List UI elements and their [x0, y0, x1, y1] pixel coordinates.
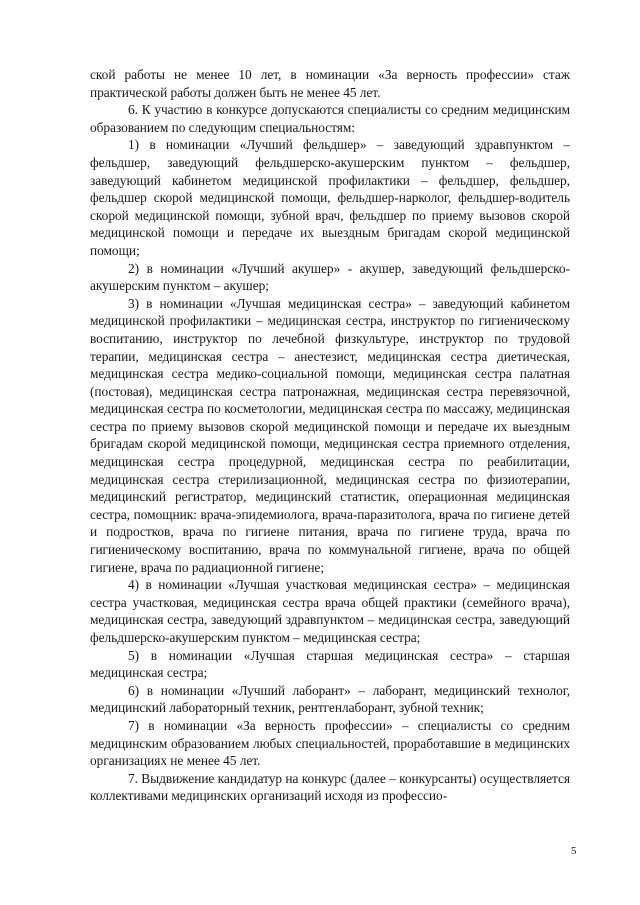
paragraph-item-7: 7. Выдвижение кандидатур на конкурс (далее – конкурсанты) осуществляется коллективами медицинских организаций исходя из профессио- — [90, 770, 570, 804]
paragraph-continuation: ской работы не менее 10 лет, в номинации «За верность профессии» стаж практической работы должен быть не менее 45 лет. — [90, 67, 570, 100]
paragraph-nomination-feldsher: 1) в номинации «Лучший фельдшер» – заведующий здравпунктом – фельдшер, заведующий фельдшерско-акушерским пунктом – фельдшер, заведующий кабинетом медицинской профилактики – фельдшер, фельдшер, фельдшер скорой медицинской помощи, фельдшер-нарколог, фельдшер-водитель скорой медицинской помощи, зубной врач, фельдшер по приему вызовов скорой медицинской помощи и передаче их выездным бригадам скорой медицинской помощи; — [90, 137, 570, 258]
page-number: 5 — [571, 845, 577, 857]
paragraph-nomination-med-sestra: 3) в номинации «Лучшая медицинская сестра» – заведующий кабинетом медицинской профилактики – медицинская сестра, инструктор по гигиеническому воспитанию, инструктор по лечебной физкультуре, инструктор по трудовой терапии, медицинская сестра – анестезист, медицинская сестра диетическая, медицинская сестра медико-социальной помощи, медицинская сестра палатная (постовая), медицинская сестра патронажная, медицинская сестра перевязочной, медицинская сестра по косметологии, медицинская сестра по массажу, медицинская сестра по приему вызовов скорой медицинской помощи и передаче их выездным бригадам скорой медицинской помощи, медицинская сестра приемного отделения, медицинская сестра процедурной, медицинская сестра по реабилитации, медицинская сестра стерилизационной, медицинская сестра по физиотерапии, медицинский регистратор, медицинский статистик, операционная медицинская сестра, помощник: врача-эпидемиолога, врача-паразитолога, врача по гигиене детей и подростков, врача по гигиене питания, врача по гигиене труда, врача по гигиеническому воспитанию, врача по коммунальной гигиене, врача по общей гигиене, врача по радиационной гигиене; — [90, 295, 570, 575]
paragraph-nomination-starshaya: 5) в номинации «Лучшая старшая медицинская сестра» – старшая медицинская сестра; — [90, 647, 570, 681]
document-body — [90, 66, 570, 805]
paragraph-nomination-laborant: 6) в номинации «Лучший лаборант» – лаборант, медицинский технолог, медицинский лабораторный техник, рентгенлаборант, зубной техник; — [90, 682, 570, 716]
paragraph-nomination-vernost: 7) в номинации «За верность профессии» – специалисты со средним медицинским образованием любых специальностей, проработавшие в медицинских организациях не менее 45 лет. — [90, 717, 570, 769]
paragraph-nomination-uchastkovaya: 4) в номинации «Лучшая участковая медицинская сестра» – медицинская сестра участковая, медицинская сестра врача общей практики (семейного врача), медицинская сестра, заведующий здравпунктом – медицинская сестра, заведующий фельдшерско-акушерским пунктом – медицинская сестра; — [90, 577, 570, 645]
paragraph-item-6: 6. К участию в конкурсе допускаются специалисты со средним медицинским образованием по следующим специальностям: — [90, 102, 570, 135]
paragraph-nomination-akusher: 2) в номинации «Лучший акушер» - акушер, заведующий фельдшерско-акушерским пунктом – акушер; — [90, 260, 570, 294]
